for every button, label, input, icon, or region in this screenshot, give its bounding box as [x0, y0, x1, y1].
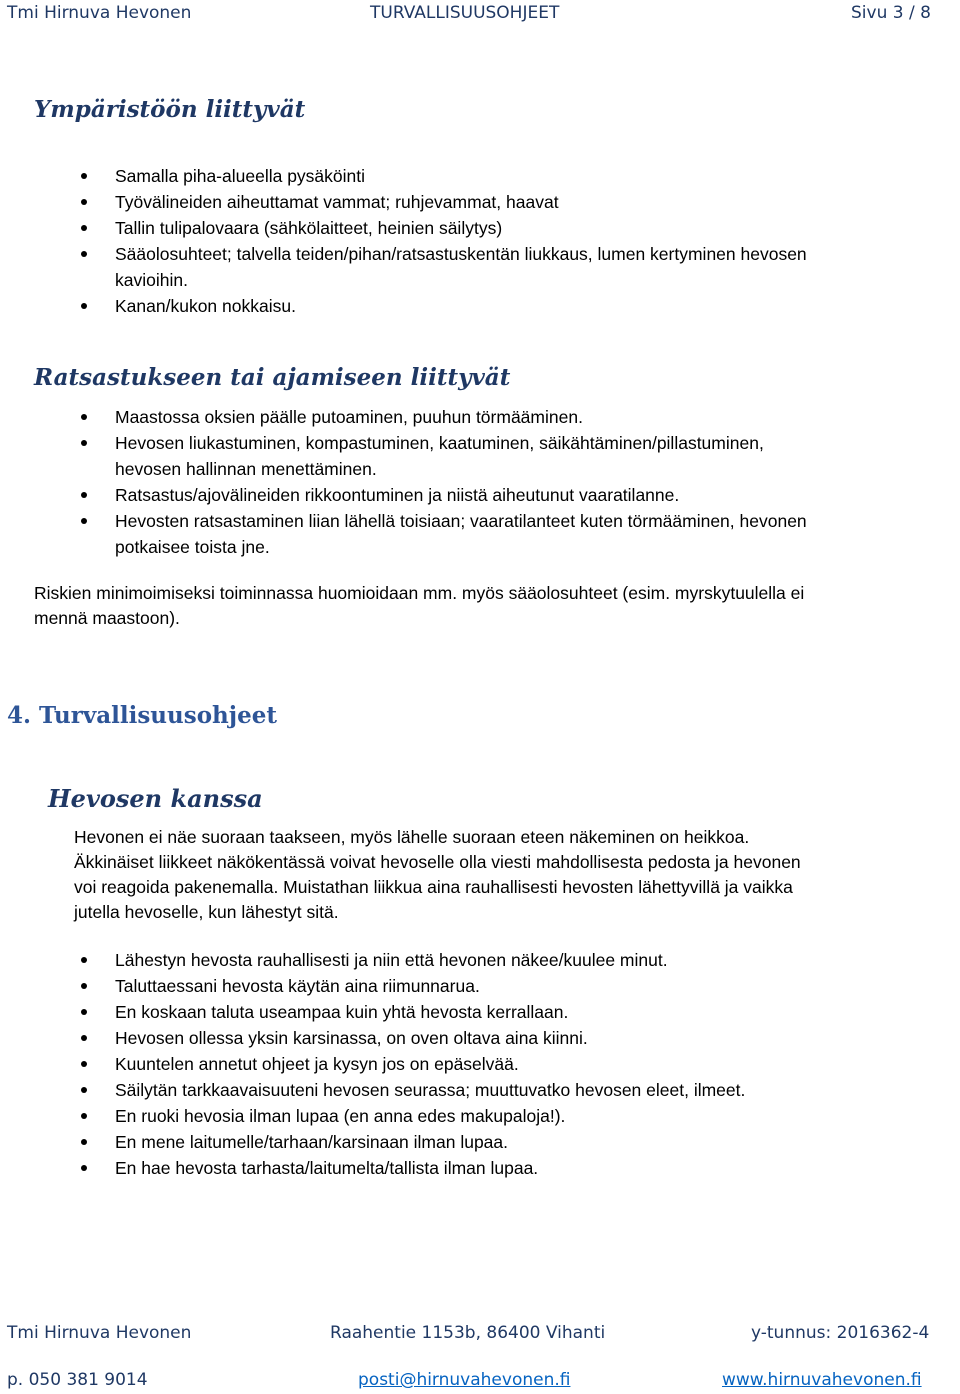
list-item: En mene laitumelle/tarhaan/karsinaan ilman lupaa.	[0, 1129, 745, 1155]
list-item: Tallin tulipalovaara (sähkölaitteet, heinien säilytys)	[0, 215, 807, 241]
environment-heading: Ympäristöön liittyvät	[34, 96, 306, 123]
footer-company: Tmi Hirnuva Hevonen	[7, 1323, 192, 1343]
riding-heading: Ratsastukseen tai ajamiseen liittyvät	[34, 364, 511, 391]
list-item: Sääolosuhteet; talvella teiden/pihan/ratsastuskentän liukkaus, lumen kertyminen hevosen kavioihin.	[0, 241, 807, 293]
section-heading	[7, 702, 277, 729]
horse-rules-list	[0, 947, 745, 1181]
list-item: En hae hevosta tarhasta/laitumelta/tallista ilman lupaa.	[0, 1155, 745, 1181]
list-item: Ratsastus/ajovälineiden rikkoontuminen ja niistä aiheutunut vaaratilanne.	[0, 482, 807, 508]
section-number: 4.	[7, 702, 32, 729]
header-page-number: Sivu 3 / 8	[851, 3, 931, 23]
list-item: Kuuntelen annetut ohjeet ja kysyn jos on epäselvää.	[0, 1051, 745, 1077]
intro-paragraph: Hevonen ei näe suoraan taakseen, myös lähelle suoraan eteen näkeminen on heikkoa. Äkkinäiset liikkeet näkökentässä voivat hevoselle olla viesti mahdollisesta pedosta ja hevonen voi reagoida pakenemalla. Muistathan liikkua aina rauhallisesti hevosten lähettyvillä ja vaikka jutella hevoselle, kun lähestyt sitä.	[74, 827, 801, 922]
header-doc-title: TURVALLISUUSOHJEET	[370, 3, 560, 23]
footer-top-row	[0, 1319, 960, 1347]
subsection-heading: Hevosen kanssa	[48, 784, 263, 813]
risk-note: Riskien minimoimiseksi toiminnassa huomioidaan mm. myös sääolosuhteet (esim. myrskytuulella ei mennä maastoon).	[34, 583, 805, 628]
footer-website-link[interactable]: www.hirnuvahevonen.fi	[722, 1370, 922, 1390]
page-header	[0, 0, 960, 26]
list-item: Työvälineiden aiheuttamat vammat; ruhjevammat, haavat	[0, 189, 807, 215]
list-item: Hevosen ollessa yksin karsinassa, on oven oltava aina kiinni.	[0, 1025, 745, 1051]
list-item: Samalla piha-alueella pysäköinti	[0, 163, 807, 189]
list-item: En koskaan taluta useampaa kuin yhtä hevosta kerrallaan.	[0, 999, 745, 1025]
list-item: Hevosen liukastuminen, kompastuminen, kaatuminen, säikähtäminen/pillastuminen, hevosen hallinnan menettäminen.	[0, 430, 807, 482]
header-company: Tmi Hirnuva Hevonen	[7, 3, 192, 23]
riding-list	[0, 404, 807, 560]
list-item: Säilytän tarkkaavaisuuteni hevosen seurassa; muuttuvatko hevosen eleet, ilmeet.	[0, 1077, 745, 1103]
list-item: Kanan/kukon nokkaisu.	[0, 293, 807, 319]
footer-business-id: y-tunnus: 2016362-4	[751, 1323, 930, 1343]
section-title: Turvallisuusohjeet	[39, 702, 277, 729]
list-item: Hevosten ratsastaminen liian lähellä toisiaan; vaaratilanteet kuten törmääminen, hevonen potkaisee toista jne.	[0, 508, 807, 560]
environment-list	[0, 163, 807, 319]
footer-phone: p. 050 381 9014	[7, 1370, 148, 1390]
footer-bottom-row	[0, 1366, 960, 1394]
list-item: Taluttaessani hevosta käytän aina riimunnarua.	[0, 973, 745, 999]
list-item: En ruoki hevosia ilman lupaa (en anna edes makupaloja!).	[0, 1103, 745, 1129]
list-item: Maastossa oksien päälle putoaminen, puuhun törmääminen.	[0, 404, 807, 430]
footer-email-link[interactable]: posti@hirnuvahevonen.fi	[358, 1370, 571, 1390]
list-item: Lähestyn hevosta rauhallisesti ja niin että hevonen näkee/kuulee minut.	[0, 947, 745, 973]
footer-address: Raahentie 1153b, 86400 Vihanti	[330, 1323, 606, 1343]
